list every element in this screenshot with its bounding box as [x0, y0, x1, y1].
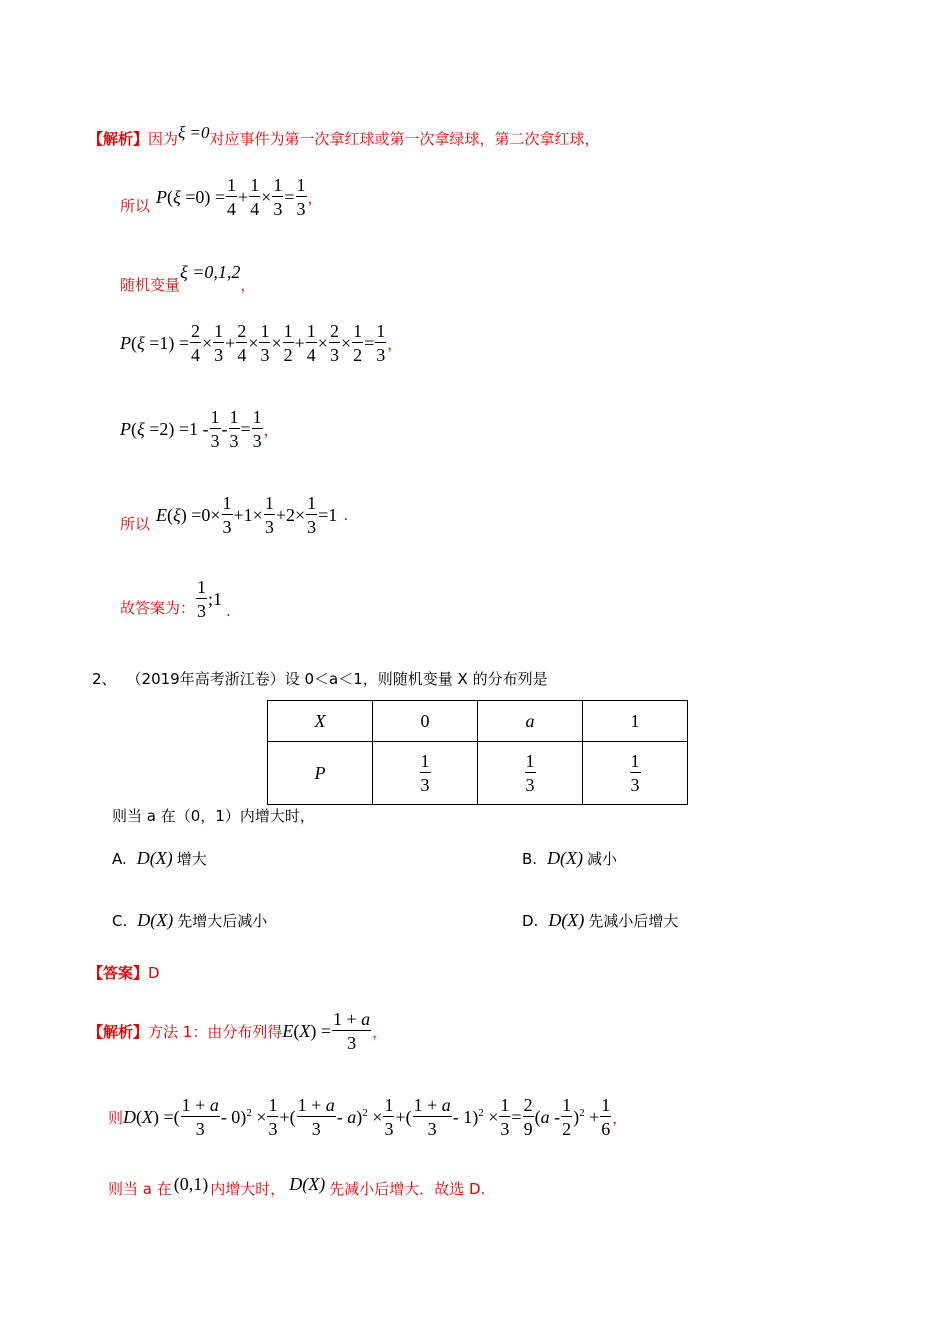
option-a[interactable]	[112, 848, 207, 869]
method-text: 方法 1：由分布列得	[148, 1022, 283, 1041]
xi-values: ξ =0,1,2	[180, 262, 241, 282]
option-d[interactable]	[522, 910, 678, 931]
random-variable-line	[120, 262, 256, 294]
option-b[interactable]	[522, 848, 617, 869]
analysis-event-text: 对应事件为第一次拿红球或第一次拿绿球，第二次拿红球，	[209, 130, 600, 148]
variance-line	[108, 1096, 627, 1138]
comma: ，	[240, 276, 256, 294]
period: .	[226, 602, 231, 620]
option-text: 先减小后增大	[588, 912, 679, 930]
answer-tail: ;1	[208, 588, 223, 609]
table-cell: X	[268, 701, 373, 742]
p-xi-0-formula: P(ξ =0) = $\frac{1}{4}$ + $\frac{1}{4}$ × $\frac{1}{3}$ = $\frac{1}{3}$	[156, 175, 306, 219]
question-text: （2019年高考浙江卷）设 0＜a＜1，则随机变量 X 的分布列是	[126, 670, 548, 688]
variance-formula: D(X) =( $\frac{1 + a}{3}$ - 0)$^2$ × $\frac{1}{3}$ +( $\frac{1 + a}{3}$ - a)$^2$ × $\frac{1}{3}$ +( $\frac{1 + a}{3}$ - 1)$^2$ × $\frac{1}{3}$ = $\frac{2}{9}$ (a - $\frac{1}{2}$ )$^2$ + $\frac{1}{6}$	[123, 1095, 611, 1139]
table-cell: a	[478, 701, 583, 742]
dx-symbol: D(X)	[289, 1174, 326, 1194]
option-letter: B.	[522, 849, 538, 868]
comma: ，	[372, 1022, 388, 1041]
option-text: 减小	[587, 850, 618, 868]
ex-formula: E(X) = $\frac{1 + a}{3}$	[282, 1009, 371, 1053]
question-2-stem	[92, 668, 548, 689]
conclusion-line	[108, 1174, 486, 1199]
answer-value: D	[148, 963, 160, 982]
table-cell: 1	[583, 701, 688, 742]
dx-symbol: D(X)	[547, 848, 584, 868]
comma: ，	[263, 420, 279, 439]
option-text: 增大	[176, 850, 207, 868]
dx-symbol: D(X)	[548, 910, 585, 930]
table-cell: 0	[373, 701, 478, 742]
answer-2-line	[88, 962, 160, 983]
conclusion-pre: 则当 a 在	[108, 1180, 172, 1198]
p-xi-2-formula: P(ξ =2) =1 - $\frac{1}{3}$ - $\frac{1}{3}$ = $\frac{1}{3}$ ，	[120, 407, 279, 451]
answer-1-value: $\frac{1}{3}$ ;1	[197, 577, 223, 621]
table-row	[268, 701, 688, 742]
because-text: 因为	[148, 130, 179, 148]
table-cell: $\frac{1}{3}$	[478, 742, 583, 805]
table-cell: $\frac{1}{3}$	[583, 742, 688, 805]
table-cell: P	[268, 742, 373, 805]
ze-label: 则	[108, 1108, 124, 1127]
analysis-tag: 【解析】	[88, 130, 149, 148]
period: .	[343, 506, 349, 524]
option-text: 先增大后减小	[177, 912, 268, 930]
conclusion-mid: 内增大时，	[210, 1180, 286, 1198]
expectation-formula: E(ξ) =0× $\frac{1}{3}$ +1× $\frac{1}{3}$ +2× $\frac{1}{3}$ =1	[156, 493, 338, 537]
question-number: 2、	[92, 670, 117, 688]
option-letter: A.	[112, 849, 127, 868]
conclusion-post: 先减小后增大．故选 D.	[329, 1180, 486, 1198]
answer-1-line	[120, 578, 231, 620]
condition-text: 则当 a 在（0，1）内增大时，	[112, 807, 315, 825]
random-var-label: 随机变量	[120, 276, 181, 294]
xi-equals-zero: ξ =0	[178, 122, 210, 142]
table-row	[268, 742, 688, 805]
analysis-tag: 【解析】	[88, 1022, 149, 1041]
comma: ，	[307, 188, 323, 207]
option-c[interactable]	[112, 910, 267, 931]
dx-symbol: D(X)	[136, 848, 173, 868]
distribution-table	[267, 700, 688, 805]
comma: ，	[387, 334, 403, 353]
option-letter: D.	[522, 911, 539, 930]
answer-tag: 【答案】	[88, 964, 149, 982]
analysis-2-line	[88, 1010, 387, 1052]
answer-label: 故答案为：	[120, 599, 196, 617]
p-xi-0-line	[120, 176, 323, 218]
p-xi-1-formula: P(ξ =1) = $\frac{2}{4}$ × $\frac{1}{3}$ + $\frac{2}{4}$ × $\frac{1}{3}$ × $\frac{1}{2}$ + $\frac{1}{4}$ × $\frac{2}{3}$ × $\frac{1}{2}$ = $\frac{1}{3}$ ，	[120, 321, 403, 365]
dx-symbol: D(X)	[137, 910, 174, 930]
comma: ，	[612, 1108, 628, 1127]
expectation-line	[120, 494, 348, 536]
option-letter: C.	[112, 911, 128, 930]
analysis-intro-line	[88, 122, 600, 149]
interval: (0,1)	[173, 1174, 209, 1194]
suoyi-label: 所以	[120, 197, 151, 215]
suoyi-label: 所以	[120, 515, 151, 533]
table-cell: $\frac{1}{3}$	[373, 742, 478, 805]
